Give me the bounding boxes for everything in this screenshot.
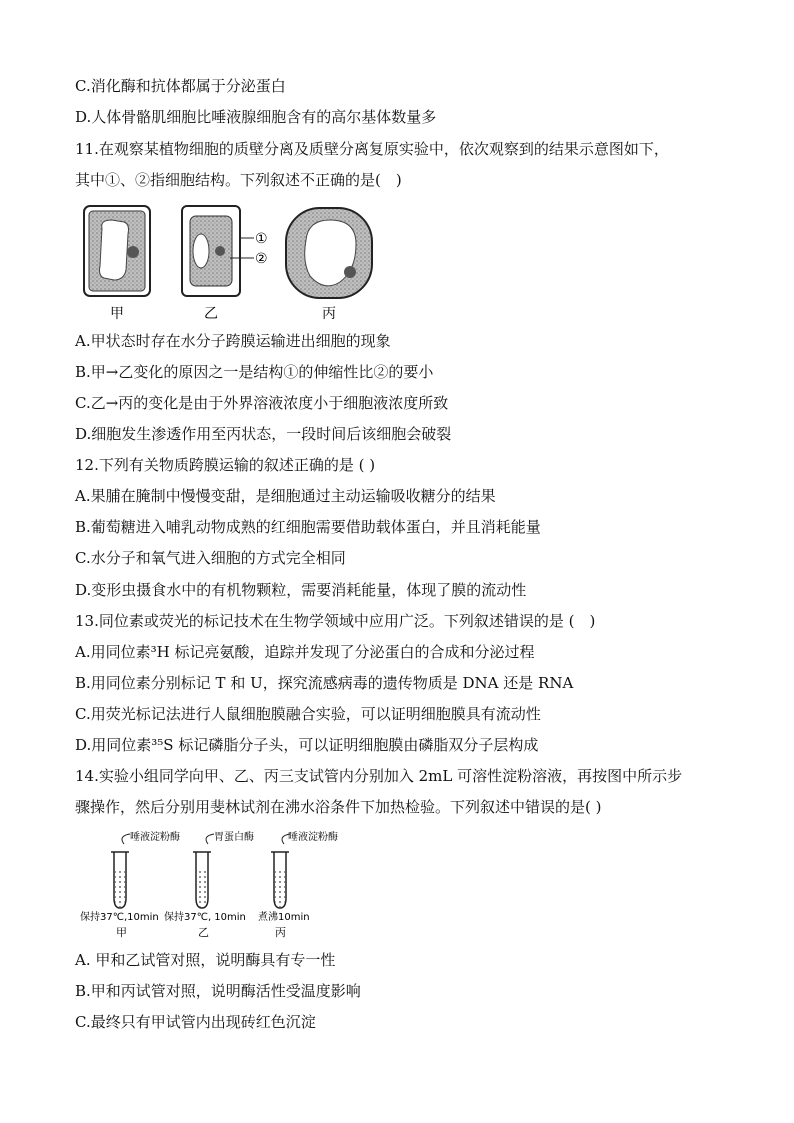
option-11a: A.甲状态时存在水分子跨膜运输进出细胞的现象 (75, 332, 391, 350)
question-14-stem-2: 骤操作，然后分别用斐林试剂在沸水浴条件下加热检验。下列叙述中错误的是( ) (75, 798, 602, 816)
option-11d-prev: D.人体骨骼肌细胞比唾液腺细胞含有的高尔基体数量多 (75, 108, 437, 126)
label-bing: 丙 (322, 306, 336, 322)
cell-jia (84, 206, 150, 296)
marker-2: ② (255, 251, 268, 267)
option-12a: A.果脯在腌制中慢慢变甜，是细胞通过主动运输吸收糖分的结果 (75, 487, 496, 505)
question-11-stem-1: 11.在观察某植物细胞的质壁分离及质壁分离复原实验中，依次观察到的结果示意图如下， (75, 140, 669, 158)
label-yi: 乙 (204, 306, 218, 322)
option-12b: B.葡萄糖进入哺乳动物成熟的红细胞需要借助载体蛋白，并且消耗能量 (75, 518, 541, 536)
cell-bing (286, 208, 372, 298)
tube-bing-condition: 煮沸10min (258, 912, 310, 923)
option-13b: B.用同位素分别标记 T 和 U，探究流感病毒的遗传物质是 DNA 还是 RNA (75, 674, 574, 692)
marker-1: ① (255, 231, 268, 247)
cell-yi (182, 206, 254, 296)
option-11b: B.甲→乙变化的原因之一是结构①的伸缩性比②的要小 (75, 363, 434, 381)
test-tube-figure (78, 830, 368, 940)
tube-yi-label: 乙 (198, 926, 209, 939)
tube-jia-reagent: 唾液淀粉酶 (130, 832, 180, 843)
tube-yi-condition: 保持37℃, 10min (164, 912, 246, 923)
option-14c: C.最终只有甲试管内出现砖红色沉淀 (75, 1013, 316, 1031)
tube-bing-label: 丙 (275, 926, 286, 939)
option-12d: D.变形虫摄食水中的有机物颗粒，需要消耗能量，体现了膜的流动性 (75, 581, 527, 599)
tube-yi (164, 830, 254, 939)
option-13d: D.用同位素³⁵S 标记磷脂分子头，可以证明细胞膜由磷脂双分子层构成 (75, 736, 539, 754)
option-11c-prev: C.消化酶和抗体都属于分泌蛋白 (75, 77, 286, 95)
question-12-stem: 12.下列有关物质跨膜运输的叙述正确的是 ( ) (75, 456, 376, 474)
option-14b: B.甲和丙试管对照，说明酶活性受温度影响 (75, 982, 361, 1000)
tube-jia-condition: 保持37℃,10min (80, 912, 159, 923)
label-jia: 甲 (110, 306, 124, 322)
plasmolysis-figure (80, 200, 390, 325)
option-14a: A. 甲和乙试管对照，说明酶具有专一性 (75, 951, 336, 969)
question-11-stem-2: 其中①、②指细胞结构。下列叙述不正确的是( ) (75, 171, 402, 189)
option-12c: C.水分子和氧气进入细胞的方式完全相同 (75, 549, 346, 567)
tube-jia-label: 甲 (116, 926, 127, 939)
tube-yi-reagent: 胃蛋白酶 (214, 832, 254, 843)
option-13a: A.用同位素³H 标记亮氨酸，追踪并发现了分泌蛋白的合成和分泌过程 (75, 643, 535, 661)
question-14-stem-1: 14.实验小组同学向甲、乙、丙三支试管内分别加入 2mL 可溶性淀粉溶液，再按图中所示步 (75, 767, 683, 785)
tube-bing-reagent: 唾液淀粉酶 (288, 832, 338, 843)
tube-bing (258, 830, 338, 939)
option-11d: D.细胞发生渗透作用至丙状态，一段时间后该细胞会破裂 (75, 425, 452, 443)
option-11c: C.乙→丙的变化是由于外界溶液浓度小于细胞液浓度所致 (75, 394, 449, 412)
option-13c: C.用荧光标记法进行人鼠细胞膜融合实验，可以证明细胞膜具有流动性 (75, 705, 541, 723)
question-13-stem: 13.同位素或荧光的标记技术在生物学领域中应用广泛。下列叙述错误的是 ( ) (75, 612, 596, 630)
